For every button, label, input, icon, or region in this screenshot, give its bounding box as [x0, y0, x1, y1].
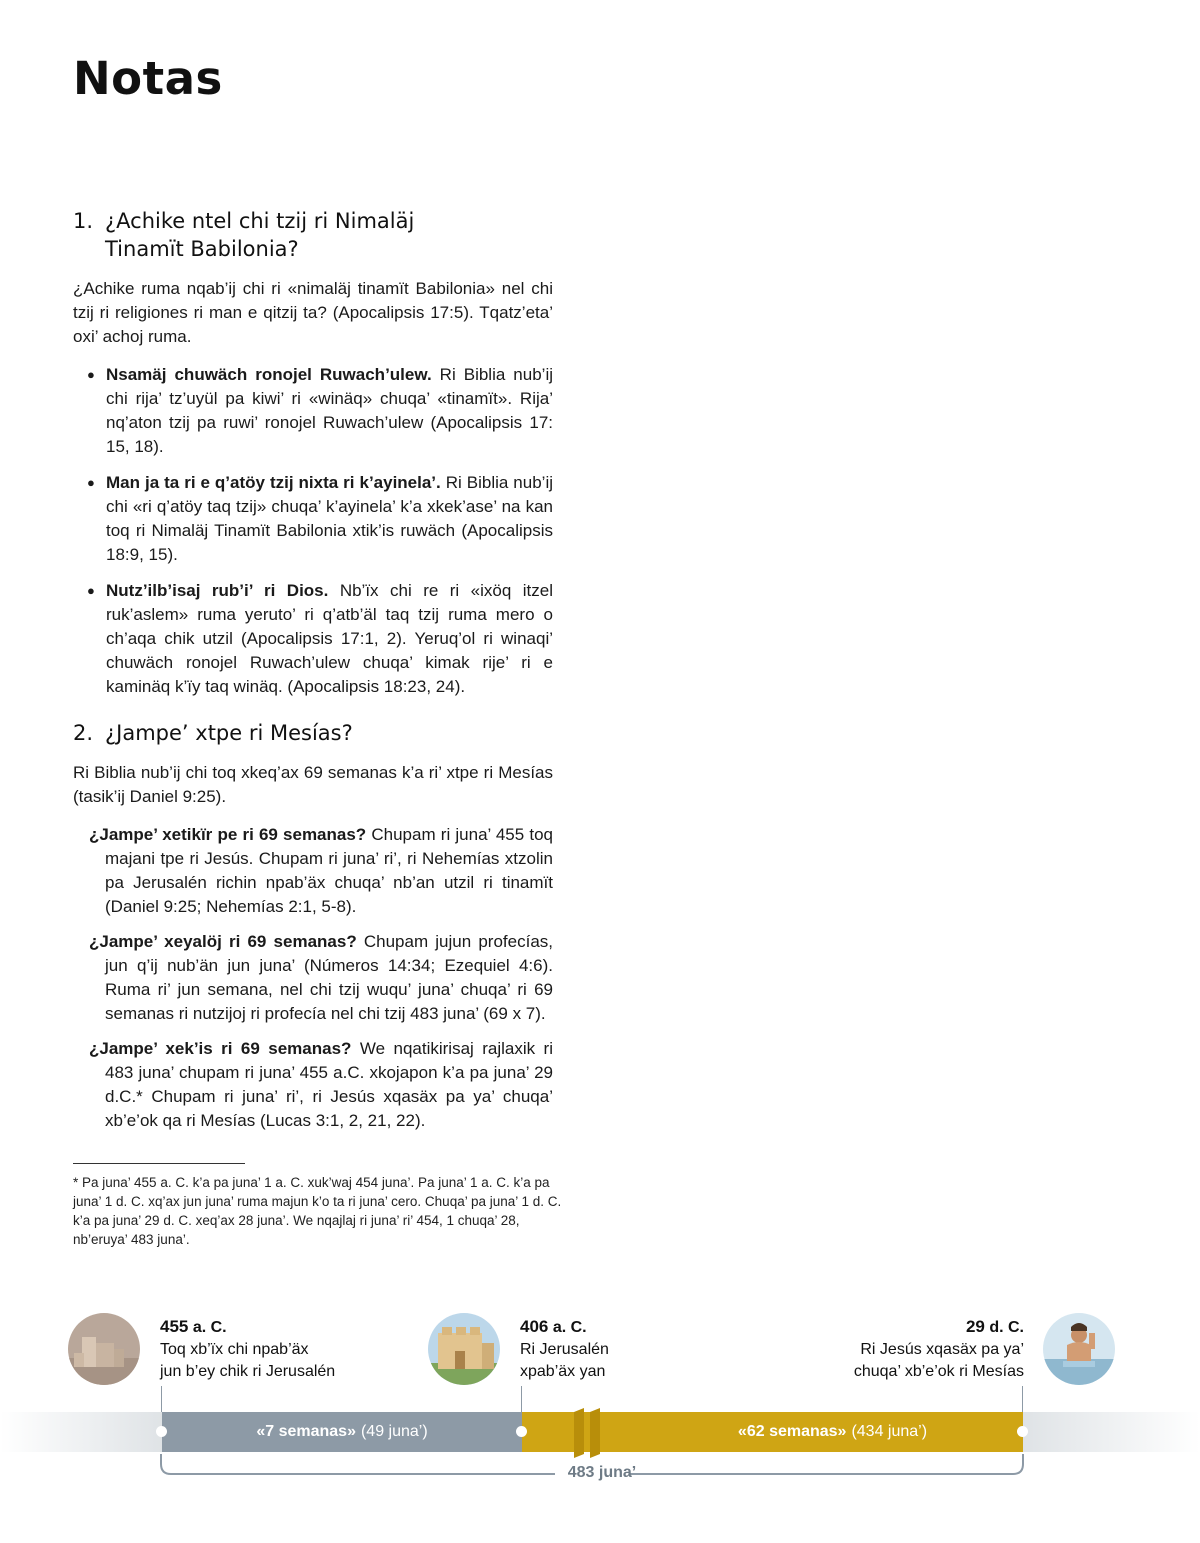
timeline [0, 1300, 1200, 1500]
bullet-text: Nb’ïx chi re ri «ixöq itzel ruk’aslem» ruma yeruto’ ri q’atb’äl taq tzij ruma mero o ch’aqa chik utzil (Apocalipsis 17:1, 2). Yeruq’ol ri winaqi’ chuwäch ronojel Ruwach’ulew chuqa’ kimak rije’ ri e kaminäq k’ïy taq winäq. (Apocalipsis 18:23, 24). [106, 581, 554, 696]
section-1-bullets [73, 363, 553, 699]
timeline-dot [1017, 1426, 1028, 1437]
event-description: Ri Jerusalén [520, 1341, 609, 1358]
timeline-event [160, 1316, 335, 1383]
section-2-heading [73, 719, 553, 747]
footnote-divider [73, 1163, 245, 1164]
event-description: jun b’ey chik ri Jerusalén [160, 1363, 336, 1380]
rebuilt-jerusalem-illustration [428, 1313, 500, 1385]
qa-item [89, 1037, 553, 1133]
bullet-item [73, 471, 553, 567]
bullet-item [73, 363, 553, 459]
event-description: chuqa’ xb’e’ok ri Mesías [853, 1363, 1024, 1380]
segment-duration: (434 juna’) [851, 1423, 928, 1440]
qa-item [89, 930, 553, 1026]
event-description: xpab’äx yan [520, 1363, 606, 1380]
timeline-fade-left [0, 1412, 162, 1452]
section-1-title-line2: Tinamït Babilonia? [105, 237, 299, 261]
event-era: a. C. [192, 1319, 227, 1336]
bullet-heading: Nsamäj chuwäch ronojel Ruwach’ulew. [106, 365, 432, 384]
section-1 [73, 207, 553, 711]
qa-answer: We nqatikirisaj rajlaxik ri 483 juna’ chupam ri juna’ 455 a.C. xkojapon k’a pa juna’ 29 d.C.* Chupam ri juna’ ri’, ri Jesús xqasäx pa ya’ chuqa’ xb’e’ok qa ri Mesías (Lucas 3:1, 2, 21, 22). [105, 1039, 553, 1130]
event-year: 406 [520, 1317, 549, 1336]
segment-label: «62 semanas» [737, 1423, 847, 1440]
section-1-heading [73, 207, 553, 263]
event-tick [521, 1386, 522, 1412]
section-2-intro: Ri Biblia nub’ij chi toq xkeq’ax 69 semanas k’a ri’ xtpe ri Mesías (tasik’ij Daniel 9:25). [73, 763, 553, 806]
timeline-fade-right [1023, 1412, 1200, 1452]
timeline-event [854, 1316, 1024, 1383]
section-1-title [105, 207, 414, 263]
segment-duration: (49 juna’) [360, 1423, 428, 1440]
timeline-event [520, 1316, 609, 1383]
event-tick [161, 1386, 162, 1412]
bullet-heading: Man ja ta ri e q’atöy tzij nixta ri k’ayinela’. [106, 473, 441, 492]
event-description: Toq xb’ïx chi npab’äx [160, 1341, 309, 1358]
timeline-dot [516, 1426, 527, 1437]
total-duration: 483 juna’ [567, 1464, 637, 1481]
qa-answer: Chupam ri juna’ 455 toq majani tpe ri Jesús. Chupam ri juna’ ri’, ri Nehemías xtzolin pa Jerusalén richin npab’äx chuqa’ nb’an utzil ri tinamït (Daniel 9:25; Nehemías 2:1, 5-8). [105, 825, 554, 916]
section-1-title-line1: ¿Achike ntel chi tzij ri Nimaläj [105, 209, 415, 233]
section-2-qa-list [73, 823, 553, 1133]
timeline-dot [156, 1426, 167, 1437]
qa-item [89, 823, 553, 919]
qa-answer: Chupam jujun profecías, jun q’ij nub’än jun juna’ (Números 14:34; Ezequiel 4:6). Ruma ri’ jun semana, nel chi tzij wuqu’ juna’ chuqa’ ri 69 semanas ri nutzijoj ri profecía nel chi tzij 483 juna’ (69 x 7). [105, 932, 554, 1023]
page-title: Notas [73, 52, 223, 105]
section-2-number: 2. [73, 721, 94, 745]
bullet-text: Ri Biblia nub’ij chi rija’ tz’uyül pa kiwi’ ri «winäq» chuqa’ «tinamït». Rija’ nq’aton tzij pa ruwi’ ronojel Ruwach’ulew (Apocalipsis 17: 15, 18). [106, 365, 553, 456]
event-description: Ri Jesús xqasäx pa ya’ [860, 1341, 1024, 1358]
event-era: a. C. [552, 1319, 587, 1336]
event-tick [1022, 1386, 1023, 1412]
event-era: d. C. [989, 1319, 1024, 1336]
bullet-item [73, 579, 553, 699]
ruined-city-illustration [68, 1313, 140, 1385]
event-year: 29 [965, 1317, 985, 1336]
event-year: 455 [160, 1317, 189, 1336]
section-1-number: 1. [73, 209, 94, 233]
footnote: * Pa juna’ 455 a. C. k’a pa juna’ 1 a. C. xuk’waj 454 juna’. Pa juna’ 1 a. C. k’a pa juna’ 1 d. C. xq’ax jun juna’ ruma majun k’o ta ri juna’ cero. Chuqa’ pa juna’ 1 d. C. k’a pa juna’ 29 d. C. xeq’ax 28 juna’. We nqajlaj ri juna’ ri’ 454, 1 chuqa’ 28, nb’eruya’ 483 juna’. [73, 1175, 562, 1247]
section-2 [73, 719, 553, 1144]
bullet-heading: Nutz’ilb’isaj rub’i’ ri Dios. [106, 581, 329, 600]
timeline-segment-7-weeks [162, 1412, 522, 1452]
jesus-baptism-illustration [1043, 1313, 1115, 1385]
qa-question: ¿Jampe’ xek’is ri 69 semanas? [89, 1039, 352, 1058]
qa-question: ¿Jampe’ xetikïr pe ri 69 semanas? [89, 825, 367, 844]
section-2-title: ¿Jampe’ xtpe ri Mesías? [105, 721, 353, 745]
section-1-intro: ¿Achike ruma nqab’ij chi ri «nimaläj tinamït Babilonia» nel chi tzij ri religiones ri man e qitzij ta? (Apocalipsis 17:5). Tqatz’eta’ oxi’ achoj ruma. [73, 279, 553, 346]
segment-label: «7 semanas» [256, 1423, 356, 1440]
bullet-text: Ri Biblia nub’ij chi «ri q’atöy taq tzij» chuqa’ k’ayinela’ k’a xkek’ase’ na kan toq ri Nimaläj Tinamït Babilonia xtik’is ruwäch (Apocalipsis 18:9, 15). [106, 473, 553, 564]
qa-question: ¿Jampe’ xeyalöj ri 69 semanas? [89, 932, 357, 951]
